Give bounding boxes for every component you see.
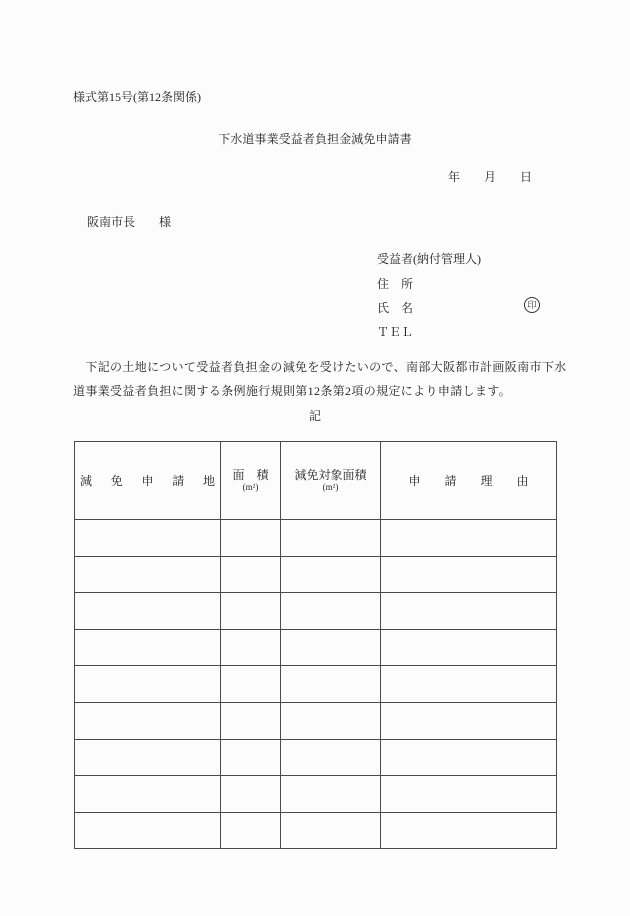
document-title: 下水道事業受益者負担金減免申請書 [218,132,412,146]
table-cell-empty [221,776,281,813]
table-row [75,739,557,776]
header-exemption-application-site: 減 免 申 請 地 [75,442,221,520]
table-row [75,556,557,593]
table-cell-empty [75,739,221,776]
table-cell-empty [221,739,281,776]
table-cell-empty [75,812,221,849]
table-cell-empty [221,702,281,739]
table-cell-empty [381,520,557,557]
table-cell-empty [221,629,281,666]
date-line: 年 月 日 [448,170,533,184]
header-exempted-area: 減免対象面積 (m²) [281,442,381,520]
table-cell-empty [75,520,221,557]
seal-mark-icon: 印 [524,297,540,313]
header-exempted-area-unit: (m²) [322,482,339,492]
table-row [75,666,557,703]
table-body [75,520,557,849]
table-cell-empty [75,593,221,630]
body-text-line-2: 道事業受益者負担に関する条例施行規則第12条第2項の規定により申請します。 [73,384,511,398]
table-cell-empty [221,812,281,849]
tel-label: ＴＥＬ [377,325,414,339]
table-cell-empty [281,739,381,776]
exemption-application-table [74,441,557,849]
form-number: 様式第15号(第12条関係) [73,90,201,104]
table-cell-empty [381,556,557,593]
table-cell-empty [281,702,381,739]
beneficiary-heading: 受益者(納付管理人) [377,252,481,266]
table-header-row [75,442,557,520]
table-cell-empty [221,520,281,557]
table-cell-empty [381,593,557,630]
table-cell-empty [221,556,281,593]
table-cell-empty [381,739,557,776]
table-row [75,520,557,557]
table-cell-empty [381,666,557,703]
table-row [75,593,557,630]
table-cell-empty [221,666,281,703]
table-row [75,629,557,666]
body-text-line-1: 下記の土地について受益者負担金の減免を受けたいので、南部大阪都市計画阪南市下水 [73,360,567,374]
table-cell-empty [381,776,557,813]
addressee: 阪南市長 様 [87,215,172,229]
table-row [75,776,557,813]
table-cell-empty [281,812,381,849]
table-cell-empty [281,666,381,703]
address-label: 住 所 [377,277,414,291]
table-row [75,702,557,739]
table-cell-empty [381,629,557,666]
table-cell-empty [281,556,381,593]
table-cell-empty [381,702,557,739]
header-application-reason: 申 請 理 由 [381,442,557,520]
table-cell-empty [75,776,221,813]
table-cell-empty [281,776,381,813]
note-label: 記 [308,409,321,423]
table-row [75,812,557,849]
table-cell-empty [75,702,221,739]
header-area: 面 積 (m²) [221,442,281,520]
table-cell-empty [75,556,221,593]
table-cell-empty [281,520,381,557]
table-cell-empty [75,666,221,703]
table-cell-empty [221,593,281,630]
table-cell-empty [281,593,381,630]
name-label: 氏 名 [377,301,414,315]
table-cell-empty [381,812,557,849]
table-cell-empty [281,629,381,666]
table-cell-empty [75,629,221,666]
header-area-unit: (m²) [242,482,259,492]
